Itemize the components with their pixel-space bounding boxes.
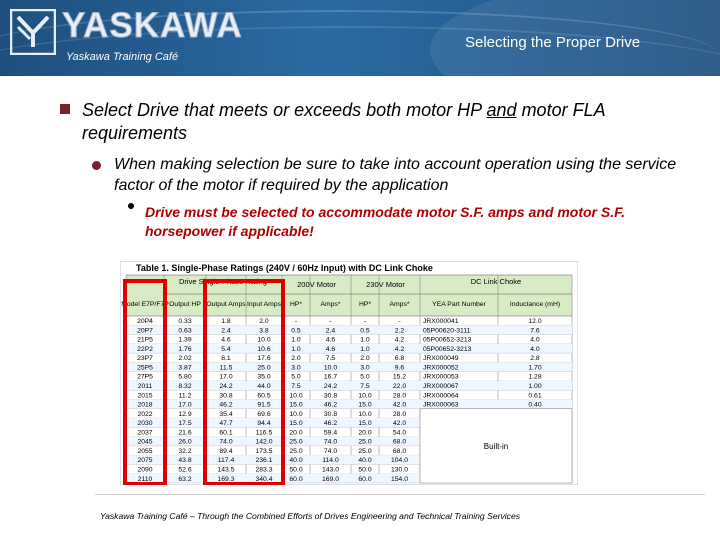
table-cell: 169.3 [217,475,235,483]
table-cell: 2110 [137,475,153,483]
table-cell: 26.0 [178,438,192,446]
table-cell: 94.4 [257,420,271,428]
table-cell: 236.1 [255,457,273,465]
table-cell: 2.0 [291,355,301,363]
table-cell: 143.0 [321,466,340,474]
ratings-table-image [120,261,578,485]
table-cell: 25.0 [358,447,372,455]
table-cell: 4.6 [325,345,336,353]
table-cell: 7.6 [530,327,540,335]
table-cell: 68.0 [392,438,407,446]
table-cell: 116.5 [255,429,273,437]
table-cell: 30.8 [323,410,338,418]
table-cell: 4.2 [394,336,405,344]
table-cell: 60.1 [219,429,233,437]
table-column-header: HP* [358,301,372,308]
table-cell: 22P2 [137,345,153,353]
table-cell: 8.32 [178,383,192,391]
table-cell: 69.6 [257,410,271,418]
bullet-level-1 [82,99,682,145]
table-cell: 42.0 [392,420,407,428]
table-cell: 40.0 [358,457,372,465]
table-cell: 1.0 [291,345,301,353]
table-row-bg [126,362,572,371]
table-cell: 10.0 [358,410,372,418]
table-cell: 3.87 [178,364,192,372]
table-group-header-drive: Drive Single-Phase Rating [179,277,267,286]
table-cell: 0.5 [360,327,370,335]
table-cell: 2030 [137,420,153,428]
table-cell: 25P5 [137,364,153,372]
table-cell: 05P00652-3213 [423,336,472,344]
footer-divider [95,494,705,495]
table-cell: JRX000049 [423,355,459,363]
table-cell: 20.0 [289,429,303,437]
bullet-1-underlined-word: and [486,100,517,120]
table-cell: 10.0 [257,336,271,344]
table-cell: 4.2 [394,345,405,353]
table-cell: 60.0 [358,475,372,483]
bullet-1-text-start: Select Drive that meets or exceeds both motor HP [82,100,487,120]
table-cell: 44.0 [257,383,271,391]
table-cell: - [398,318,401,326]
table-cell: 91.5 [257,401,271,409]
table-column-header: YEA Part Number [432,301,486,308]
table-cell: 1.0 [360,345,370,353]
table-cell: 2015 [137,392,153,400]
table-cell: 05P00652-3213 [423,345,472,353]
table-cell: 5.0 [291,373,301,381]
table-cell: 59.4 [323,429,338,437]
table-cell: 17.0 [219,373,233,381]
table-cell: 05P00620-3111 [423,327,471,335]
table-column-header: Output Amps [206,301,246,308]
table-cell: 3.0 [360,364,370,372]
table-cell: 11.5 [219,364,233,372]
table-cell: 43.8 [178,457,192,465]
table-cell: 114.0 [322,457,339,465]
table-cell: 0.33 [178,318,192,326]
table-cell: 1.8 [221,318,231,326]
table-cell: 154.0 [390,475,409,483]
table-cell: 28.0 [392,410,407,418]
table-cell: 1.0 [360,336,370,344]
bullet-level-3: Drive must be selected to accommodate motor S.F. amps and motor S.F. horsepower if applicable! [145,204,626,239]
table-cell: 50.0 [358,466,372,474]
table-cell: 2.0 [360,355,370,363]
table-cell: 5.0 [360,373,370,381]
table-cell: 142.0 [255,438,273,446]
table-cell: 2.8 [530,355,540,363]
table-cell: 1.39 [178,336,192,344]
table-cell: 4.0 [530,345,540,353]
table-cell: 40.0 [289,457,303,465]
table-column-header: Inductance (mH) [509,301,561,308]
table-cell: 283.3 [255,466,273,474]
table-row-bg [126,400,572,409]
table-cell: 25.0 [257,364,271,372]
table-cell: 35.4 [219,410,233,418]
square-bullet-icon [60,104,70,114]
table-cell: 2.4 [221,327,231,335]
table-cell: 17.5 [178,420,192,428]
table-cell: 0.63 [178,327,192,335]
table-cell: 117.4 [217,457,235,465]
table-group-header-230v: 230V Motor [366,280,405,289]
table-cell: 25.0 [289,447,303,455]
table-cell: 15.0 [358,401,372,409]
table-cell: 30.8 [323,392,338,400]
table-cell: 2.02 [178,355,192,363]
table-cell: 2090 [137,466,153,474]
table-cell: 15.0 [358,420,372,428]
table-cell: 17.6 [257,355,271,363]
table-cell: 17.0 [178,401,192,409]
table-row-bg [126,455,420,464]
table-cell: 3.8 [259,327,269,335]
table-cell: 25.0 [289,438,303,446]
table-cell: 68.0 [392,447,407,455]
table-cell: 143.5 [217,466,235,474]
table-cell: 10.0 [358,392,372,400]
table-cell: 46.2 [219,401,233,409]
table-cell: - [329,318,332,326]
table-column-header: HP* [289,301,303,308]
table-cell: 74.0 [323,438,338,446]
table-cell: 54.0 [392,429,407,437]
table-cell: 2.4 [325,327,336,335]
table-cell: 15.0 [289,420,303,428]
table-cell: 50.0 [289,466,303,474]
table-column-header: Model E7P/F7P [121,301,169,308]
table-cell: JRX000041 [423,318,459,326]
table-cell: JRX000067 [423,383,459,391]
table-cell: 10.0 [289,392,303,400]
table-cell: 74.0 [219,438,233,446]
table-cell: 7.5 [325,355,336,363]
table-cell: 16.7 [323,373,338,381]
table-row-bg [126,437,420,446]
table-cell: 42.0 [392,401,407,409]
table-cell: 1.0 [291,336,301,344]
table-cell: 7.5 [360,383,370,391]
table-cell: 20P7 [137,327,153,335]
bullet-1-text-end: motor FLA requirements [82,100,605,143]
table-cell: 27P5 [137,373,153,381]
table-cell: 24.2 [219,383,233,391]
table-cell: - [363,318,367,326]
table-cell: 12.9 [178,410,192,418]
table-cell: 7.5 [291,383,301,391]
table-cell: 2018 [137,401,153,409]
table-cell: 169.0 [321,475,340,483]
table-cell: 74.0 [323,447,338,455]
footer-text: Yaskawa Training Café – Through the Combined Efforts of Drives Engineering and Technical Training Services [100,511,521,521]
table-cell: 2.0 [259,318,269,326]
table-cell: 130.0 [390,466,409,474]
table-cell: 10.0 [323,364,338,372]
table-cell: 173.5 [255,447,273,455]
table-row-bg [126,381,572,390]
table-column-header: Output HP [169,301,201,308]
table-cell: 22.0 [392,383,407,391]
table-group-header-choke: DC Link Choke [470,277,522,286]
table-cell: 32.2 [178,447,192,455]
table-cell: 2075 [137,457,153,465]
table-cell: 63.2 [178,475,192,483]
table-cell: 1.28 [528,373,542,381]
table-row-bg [126,325,572,334]
table-group-header-200v: 200V Motor [297,280,336,289]
table-cell: JRX000052 [423,364,459,372]
table-cell: 0.40 [528,401,542,409]
yaskawa-logo-icon [10,9,56,55]
table-cell: 35.0 [257,373,271,381]
table-cell: 1.76 [178,345,192,353]
table-cell: 15.0 [289,401,303,409]
table-cell: 3.0 [291,364,301,372]
table-cell: 2.2 [394,327,405,335]
table-cell: 47.7 [219,420,233,428]
table-cell: 5.80 [178,373,192,381]
table-cell: 6.8 [394,355,405,363]
logo-wordmark: YASKAWA [62,6,243,45]
table-cell: 60.5 [257,392,271,400]
slide-content [0,76,720,540]
table-cell: 5.4 [221,345,231,353]
table-cell: 23P7 [137,355,153,363]
table-cell: 46.2 [323,420,338,428]
table-title: Table 1. Single-Phase Ratings (240V / 60Hz Input) with DC Link Choke [136,263,433,273]
table-cell: 1.70 [528,364,542,372]
table-cell: 0.5 [291,327,301,335]
bullet-level-2: When making selection be sure to take into account operation using the service factor of the motor if required by the application [114,156,677,194]
table-cell: 89.4 [219,447,233,455]
table-cell: 21P5 [137,336,153,344]
round-bullet-icon [92,161,101,170]
table-cell: 15.2 [392,373,407,381]
table-cell: 4.6 [325,336,336,344]
header-band [0,0,720,76]
table-cell: 2022 [137,410,153,418]
table-built-in-label: Built-in [483,441,509,451]
table-cell: 2037 [137,429,153,437]
table-row-bg [126,344,572,353]
table-cell: 12.0 [528,318,542,326]
table-cell: 2011 [137,383,153,391]
table-cell: JRX000064 [423,392,459,400]
table-cell: 20.0 [358,429,372,437]
table-cell: 0.61 [528,392,542,400]
table-cell: 20P4 [137,318,153,326]
table-cell: JRX000063 [423,401,459,409]
table-cell: 4.0 [530,336,540,344]
table-cell: 28.0 [392,392,407,400]
dot-bullet-icon [128,203,134,209]
table-cell: 10.6 [257,345,271,353]
table-cell: - [294,318,298,326]
table-cell: 8.1 [221,355,231,363]
table-cell: 2045 [137,438,153,446]
table-cell: 25.0 [358,438,372,446]
table-cell: 60.0 [289,475,303,483]
table-cell: 340.4 [255,475,273,483]
table-cell: 1.00 [528,383,542,391]
table-cell: JRX000053 [423,373,459,381]
table-column-header: Input Amps [246,301,282,308]
table-column-header: Amps* [389,301,410,308]
table-column-header: Amps* [320,301,341,308]
table-cell: 24.2 [323,383,338,391]
table-cell: 10.0 [289,410,303,418]
table-row-bg [126,474,420,483]
table-cell: 21.6 [178,429,192,437]
table-cell: 46.2 [323,401,338,409]
table-cell: 4.6 [221,336,231,344]
table-cell: 2055 [137,447,153,455]
table-cell: 30.8 [219,392,233,400]
table-cell: 104.0 [390,457,409,465]
slide-title: Selecting the Proper Drive [465,34,641,51]
table-row-bg [126,418,420,427]
table-cell: 11.2 [178,392,192,400]
table-cell: 9.6 [394,364,405,372]
table-cell: 52.6 [178,466,192,474]
tagline: Yaskawa Training Café [66,51,179,63]
